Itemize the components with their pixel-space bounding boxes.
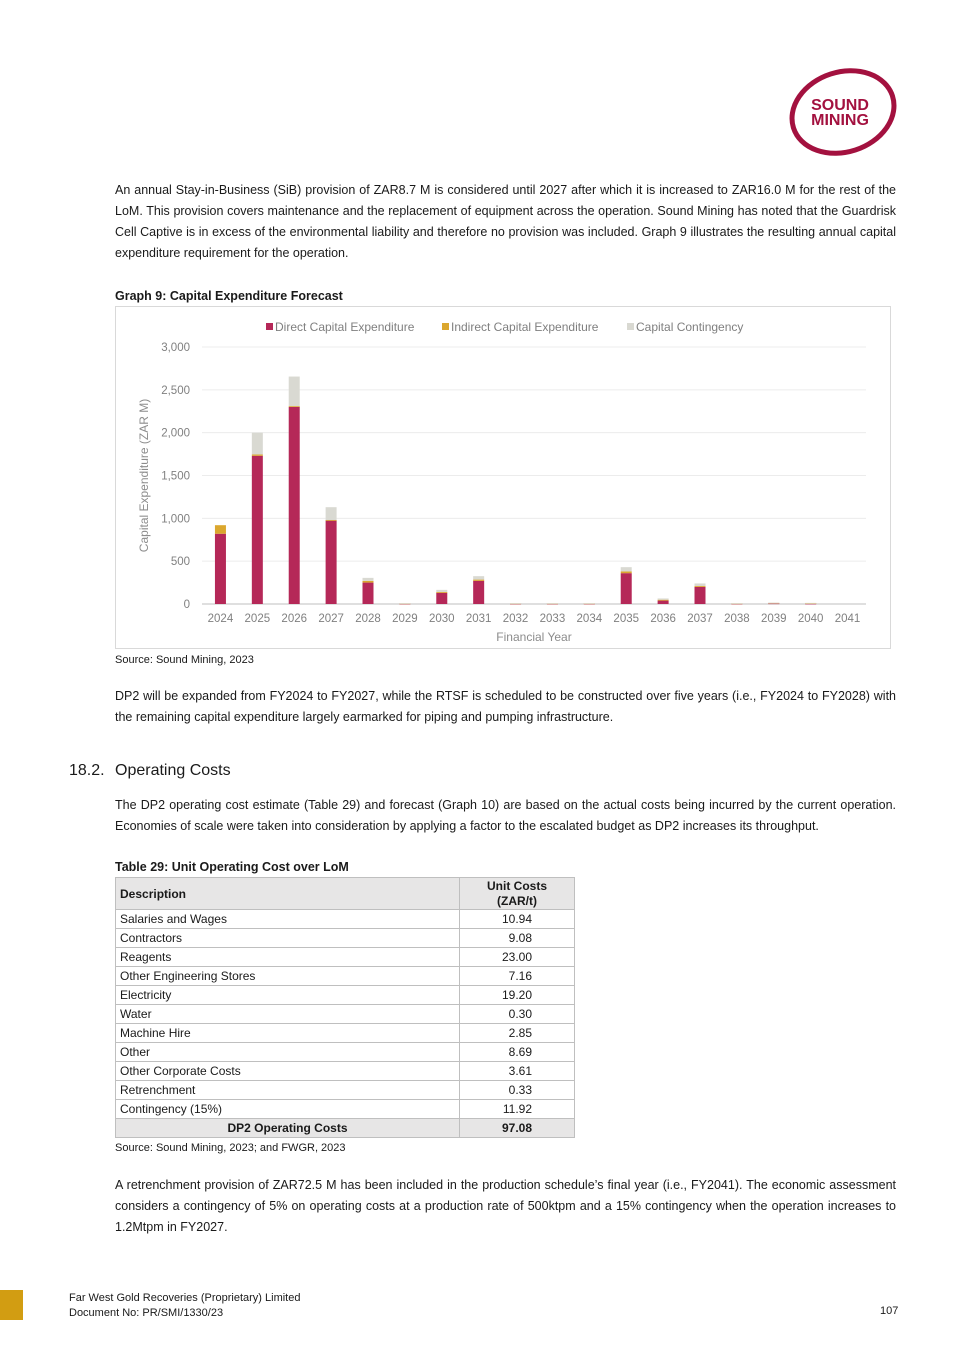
capex-chart-svg: [116, 307, 890, 648]
bar-segment: [252, 433, 263, 455]
cost-description: Salaries and Wages: [116, 910, 460, 929]
cost-value: 19.20: [460, 986, 575, 1005]
bar-segment: [326, 520, 337, 604]
table-caption: Table 29: Unit Operating Cost over LoM: [115, 860, 349, 874]
header-unit-line-2: (ZAR/t): [497, 893, 537, 908]
legend-swatch: [627, 323, 634, 330]
bar-segment: [658, 600, 669, 601]
cost-value: 8.69: [460, 1043, 575, 1062]
legend-label: Capital Contingency: [636, 320, 744, 334]
y-tick-label: 3,000: [161, 342, 190, 354]
cost-value: 0.30: [460, 1005, 575, 1024]
table-row: [116, 986, 575, 1005]
bar-segment: [695, 587, 706, 604]
bar-segment: [768, 603, 779, 604]
table-total-row: [116, 1119, 575, 1138]
paragraph-retrenchment: A retrenchment provision of ZAR72.5 M has been included in the production schedule’s final year (i.e., FY2041). The economic assessment considers a contingency of 5% on operating costs at a production rate of 500ktpm and a 15% contingency when the operation increases to 1.2Mtpm in FY2027.: [115, 1178, 896, 1234]
bar-segment: [289, 407, 300, 604]
bar-segment: [436, 592, 447, 593]
bar-segment: [510, 603, 521, 604]
paragraph-dp2-expansion: DP2 will be expanded from FY2024 to FY2027, while the RTSF is scheduled to be constructed over five years (i.e., FY2024 to FY2028) with the remaining capital expenditure largely earmarked for piping and pumping infrastructure.: [115, 689, 896, 724]
bar-segment: [731, 603, 742, 604]
legend-swatch: [266, 323, 273, 330]
bar-segment: [289, 377, 300, 407]
cost-description: Contingency (15%): [116, 1100, 460, 1119]
cost-description: Contractors: [116, 929, 460, 948]
cost-description: Retrenchment: [116, 1081, 460, 1100]
bar-segment: [621, 567, 632, 571]
total-value: 97.08: [460, 1119, 575, 1138]
bar-segment: [695, 586, 706, 587]
x-tick-label: 2033: [539, 613, 566, 625]
bar-segment: [326, 507, 337, 520]
cost-value: 23.00: [460, 948, 575, 967]
cost-value: 7.16: [460, 967, 575, 986]
footer-document-number: Document No: PR/SMI/1330/23: [69, 1307, 224, 1319]
table-row: [116, 910, 575, 929]
bar-segment: [436, 590, 447, 592]
table-row: [116, 1024, 575, 1043]
bar-segment: [473, 580, 484, 581]
section-title: Operating Costs: [115, 762, 231, 779]
cost-description: Reagents: [116, 948, 460, 967]
cost-description: Water: [116, 1005, 460, 1024]
legend-label: Direct Capital Expenditure: [275, 320, 415, 334]
table-row: [116, 1005, 575, 1024]
legend-label: Indirect Capital Expenditure: [451, 320, 599, 334]
x-tick-label: 2037: [687, 613, 713, 625]
x-tick-label: 2032: [502, 613, 529, 625]
sound-mining-logo: [786, 66, 900, 158]
x-tick-label: 2035: [613, 613, 640, 625]
bar-segment: [436, 593, 447, 604]
table-header-row: [116, 878, 575, 910]
x-tick-label: 2024: [207, 613, 234, 625]
total-label: DP2 Operating Costs: [116, 1119, 460, 1138]
cost-value: 0.33: [460, 1081, 575, 1100]
bar-segment: [658, 601, 669, 604]
bar-segment: [695, 583, 706, 586]
bar-segment: [658, 598, 669, 599]
table-row: [116, 1062, 575, 1081]
bar-segment: [621, 571, 632, 573]
x-tick-label: 2027: [318, 613, 344, 625]
y-tick-label: 2,000: [161, 427, 190, 440]
y-tick-label: 0: [183, 599, 190, 611]
logo-line-2: MINING: [811, 112, 869, 129]
cost-value: 10.94: [460, 910, 575, 929]
table-row: [116, 1081, 575, 1100]
cost-value: 11.92: [460, 1100, 575, 1119]
legend-swatch: [442, 323, 449, 330]
cost-value: 2.85: [460, 1024, 575, 1043]
cost-description: Electricity: [116, 986, 460, 1005]
bar-segment: [289, 406, 300, 407]
bar-segment: [805, 603, 816, 604]
y-tick-label: 500: [170, 556, 190, 569]
bar-segment: [473, 581, 484, 604]
x-tick-label: 2026: [281, 613, 308, 625]
cost-description: Machine Hire: [116, 1024, 460, 1043]
cost-description: Other Engineering Stores: [116, 967, 460, 986]
table-row: [116, 1100, 575, 1119]
y-axis-title: Capital Expenditure (ZAR M): [137, 398, 151, 553]
graph-source: Source: Sound Mining, 2023: [115, 654, 254, 666]
bar-segment: [584, 603, 595, 604]
table-source: Source: Sound Mining, 2023; and FWGR, 2023: [115, 1142, 346, 1154]
y-tick-label: 2,500: [161, 384, 190, 397]
x-tick-label: 2028: [355, 613, 381, 625]
x-tick-label: 2039: [760, 613, 787, 625]
table-row: [116, 948, 575, 967]
x-tick-label: 2038: [724, 613, 750, 625]
y-tick-label: 1,000: [161, 513, 190, 526]
x-tick-label: 2030: [428, 613, 455, 625]
header-description: Description: [116, 878, 460, 910]
section-number: 18.2.: [69, 762, 105, 779]
x-tick-label: 2036: [650, 613, 676, 625]
x-axis-title: Financial Year: [496, 630, 572, 644]
section-heading: [69, 762, 231, 780]
bar-segment: [215, 534, 226, 604]
bar-segment: [215, 525, 226, 534]
capex-chart: [115, 306, 891, 649]
bar-segment: [363, 583, 374, 604]
bar-segment: [326, 520, 337, 521]
cost-value: 9.08: [460, 929, 575, 948]
bar-segment: [363, 578, 374, 581]
bar-segment: [363, 581, 374, 583]
x-tick-label: 2031: [465, 613, 492, 625]
header-unit-line-1: Unit Costs: [487, 878, 547, 893]
table-row: [116, 967, 575, 986]
paragraph-opex-estimate: The DP2 operating cost estimate (Table 29) and forecast (Graph 10) are based on the actual costs being incurred by the current operation. Economies of scale were taken into consideration by applying a factor to the escalated budget as DP2 increases its throughput.: [115, 798, 896, 833]
x-tick-label: 2041: [834, 613, 861, 625]
bar-segment: [252, 455, 263, 456]
unit-cost-table: [115, 877, 575, 1138]
x-tick-label: 2034: [576, 613, 603, 625]
cost-description: Other Corporate Costs: [116, 1062, 460, 1081]
page-number: 107: [880, 1305, 899, 1317]
cost-description: Other: [116, 1043, 460, 1062]
logo-line-1: SOUND: [811, 97, 869, 114]
bar-segment: [621, 573, 632, 604]
table-row: [116, 1043, 575, 1062]
x-tick-label: 2040: [797, 613, 824, 625]
header-unit-costs: [460, 878, 575, 910]
cost-value: 3.61: [460, 1062, 575, 1081]
y-tick-label: 1,500: [161, 470, 190, 483]
x-tick-label: 2029: [392, 613, 418, 625]
graph-caption: Graph 9: Capital Expenditure Forecast: [115, 289, 343, 303]
footer-colour-tab: [0, 1290, 23, 1320]
x-tick-label: 2025: [244, 613, 271, 625]
table-row: [116, 929, 575, 948]
bar-segment: [399, 603, 410, 604]
bar-segment: [473, 576, 484, 579]
paragraph-sib-provision: An annual Stay-in-Business (SiB) provision of ZAR8.7 M is considered until 2027 after which it is increased to ZAR16.0 M for the rest of the LoM. This provision covers maintenance and the replacement of equipment across the operation. Sound Mining has noted that the Guardrisk Cell Captive is in excess of the environmental liability and therefore no provision was included. Graph 9 illustrates the resulting annual capital expenditure requirement for the operation.: [115, 183, 896, 260]
bar-segment: [252, 456, 263, 604]
footer-company: Far West Gold Recoveries (Proprietary) Limited: [69, 1292, 301, 1304]
bar-segment: [547, 603, 558, 604]
